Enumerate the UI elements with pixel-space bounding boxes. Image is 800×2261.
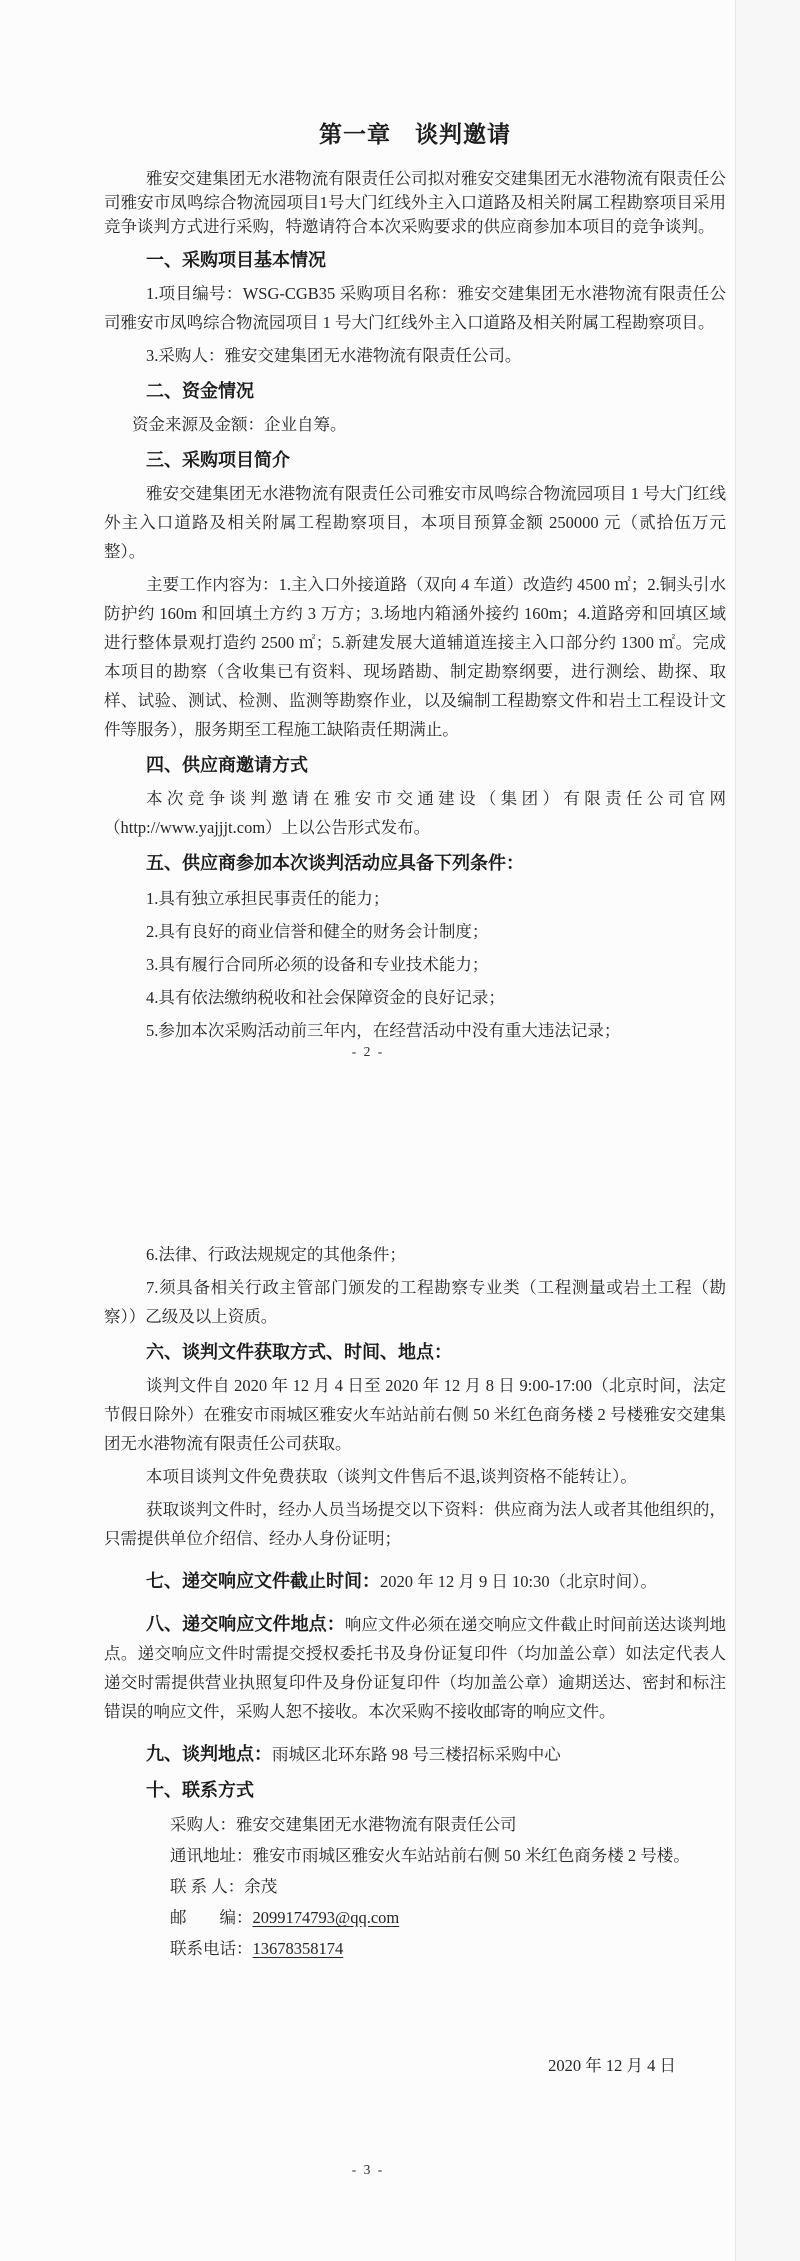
section-7-line xyxy=(104,1567,726,1596)
condition-item-6: 6.法律、行政法规规定的其他条件； xyxy=(146,1245,406,1264)
person-label: 联 系 人： xyxy=(170,1877,245,1896)
contact-purchaser xyxy=(170,1809,726,1840)
section-9-body: 雨城区北环东路 98 号三楼招标采购中心 xyxy=(272,1745,561,1764)
chapter-title: 第一章 谈判邀请 xyxy=(319,122,511,147)
condition-item-2: 2.具有良好的商业信誉和健全的财务会计制度； xyxy=(146,922,489,941)
page-number-3: - 3 - xyxy=(351,2162,385,2177)
section-3-paragraph-2: 主要工作内容为：1.主入口外接道路（双向 4 车道）改造约 4500 ㎡；2.铜头引水防护约 160m 和回填土方约 3 万方；3.场地内箱涵外接约 160m；4.道路旁和回填区域进行整体景观打造约 2500 ㎡；5.新建发展大道辅道连接主入口部分约 1300 ㎡。完成本项目的勘察（含收集已有资料、现场踏勘、制定勘察纲要，进行测绘、勘探、取样、试验、测试、检测、监测等勘察作业，以及编制工程勘察文件和岩土工程设计文件等服务），服务期至工程施工缺陷责任期满止。 xyxy=(104,575,726,739)
section-6-paragraph-3: 获取谈判文件时，经办人员当场提交以下资料：供应商为法人或者其他组织的，只需提供单位介绍信、经办人身份证明； xyxy=(104,1500,726,1548)
document-date: 2020 年 12 月 4 日 xyxy=(548,2056,676,2075)
section-9-line xyxy=(104,1740,726,1769)
document-page-3 xyxy=(104,1240,726,2093)
scan-background-strip xyxy=(736,0,800,2261)
contact-email xyxy=(170,1902,726,1933)
phone-value: 13678358174 xyxy=(252,1939,344,1958)
section-3-paragraph-1: 雅安交建集团无水港物流有限责任公司雅安市凤鸣综合物流园项目 1 号大门红线外主入口道路及相关附属工程勘察项目，本项目预算金额 250000 元（贰拾伍万元整）。 xyxy=(104,484,726,561)
contact-phone xyxy=(170,1933,726,1964)
section-1-item-3: 3.采购人：雅安交建集团无水港物流有限责任公司。 xyxy=(146,346,522,365)
section-1-item-1: 1.项目编号：WSG-CGB35 采购项目名称：雅安交建集团无水港物流有限责任公司雅安市凤鸣综合物流园项目 1 号大门红线外主入口道路及相关附属工程勘察项目。 xyxy=(104,284,726,332)
page-number-2: - 2 - xyxy=(351,1044,385,1059)
condition-item-1: 1.具有独立承担民事责任的能力； xyxy=(146,889,390,908)
section-2-body: 资金来源及金额：企业自筹。 xyxy=(132,415,347,434)
section-2-heading: 二、资金情况 xyxy=(146,381,254,401)
section-1-heading: 一、采购项目基本情况 xyxy=(146,250,326,270)
condition-item-5: 5.参加本次采购活动前三年内，在经营活动中没有重大违法记录； xyxy=(146,1021,621,1040)
purchaser-label: 采购人： xyxy=(170,1815,236,1834)
section-6-paragraph-1: 谈判文件自 2020 年 12 月 4 日至 2020 年 12 月 8 日 9:00-17:00（北京时间，法定节假日除外）在雅安市雨城区雅安火车站站前右侧 50 米红色商务楼 2 号楼雅安交建集团无水港物流有限责任公司获取。 xyxy=(104,1376,726,1453)
document-page-2 xyxy=(104,116,726,1047)
section-7-body: 2020 年 12 月 9 日 10:30（北京时间）。 xyxy=(380,1572,657,1591)
person-value: 余茂 xyxy=(244,1877,278,1896)
intro-paragraph: 雅安交建集团无水港物流有限责任公司拟对雅安交建集团无水港物流有限责任公司雅安市凤鸣综合物流园项目1号大门红线外主入口道路及相关附属工程勘察项目采用竞争谈判方式进行采购，特邀请符合本次采购要求的供应商参加本项目的竞争谈判。 xyxy=(104,169,726,236)
address-value: 雅安市雨城区雅安火车站站前右侧 50 米红色商务楼 2 号楼。 xyxy=(252,1846,690,1865)
section-4-body: 本次竞争谈判邀请在雅安市交通建设（集团）有限责任公司官网（http://www.yajjjt.com）上以公告形式发布。 xyxy=(104,789,726,837)
condition-item-3: 3.具有履行合同所必须的设备和专业技术能力； xyxy=(146,955,489,974)
section-8-paragraph xyxy=(104,1610,726,1726)
section-5-heading: 五、供应商参加本次谈判活动应具备下列条件： xyxy=(146,853,524,873)
contact-person xyxy=(170,1871,726,1902)
section-10-heading: 十、联系方式 xyxy=(146,1780,254,1800)
contact-address xyxy=(170,1840,726,1871)
section-8-heading: 八、递交响应文件地点： xyxy=(146,1614,345,1634)
section-9-heading: 九、谈判地点： xyxy=(146,1744,272,1764)
condition-item-7: 7.须具备相关行政主管部门颁发的工程勘察专业类（工程测量或岩土工程（勘察））乙级及以上资质。 xyxy=(104,1278,726,1326)
section-4-heading: 四、供应商邀请方式 xyxy=(146,755,308,775)
section-6-heading: 六、谈判文件获取方式、时间、地点： xyxy=(146,1342,452,1362)
section-6-paragraph-2: 本项目谈判文件免费获取（谈判文件售后不退,谈判资格不能转让）。 xyxy=(146,1467,637,1486)
page-edge-line xyxy=(735,0,736,2261)
supplier-conditions-list xyxy=(104,882,726,1047)
address-label: 通讯地址： xyxy=(170,1846,253,1865)
section-3-heading: 三、采购项目简介 xyxy=(146,450,290,470)
phone-label: 联系电话： xyxy=(170,1939,253,1958)
section-8-body: 响应文件必须在递交响应文件截止时间前送达谈判地点。递交响应文件时需提交授权委托书及身份证复印件（均加盖公章）如法定代表人递交时需提供营业执照复印件及身份证复印件（均加盖公章）逾期送达、密封和标注错误的响应文件，采购人恕不接收。本次采购不接收邮寄的响应文件。 xyxy=(104,1615,727,1721)
condition-item-4: 4.具有依法缴纳税收和社会保障资金的良好记录； xyxy=(146,988,505,1007)
contact-block xyxy=(170,1809,726,1964)
email-label: 邮 编： xyxy=(170,1908,253,1927)
section-7-heading: 七、递交响应文件截止时间： xyxy=(146,1571,380,1591)
purchaser-value: 雅安交建集团无水港物流有限责任公司 xyxy=(236,1815,517,1834)
email-value: 2099174793@qq.com xyxy=(252,1908,400,1927)
